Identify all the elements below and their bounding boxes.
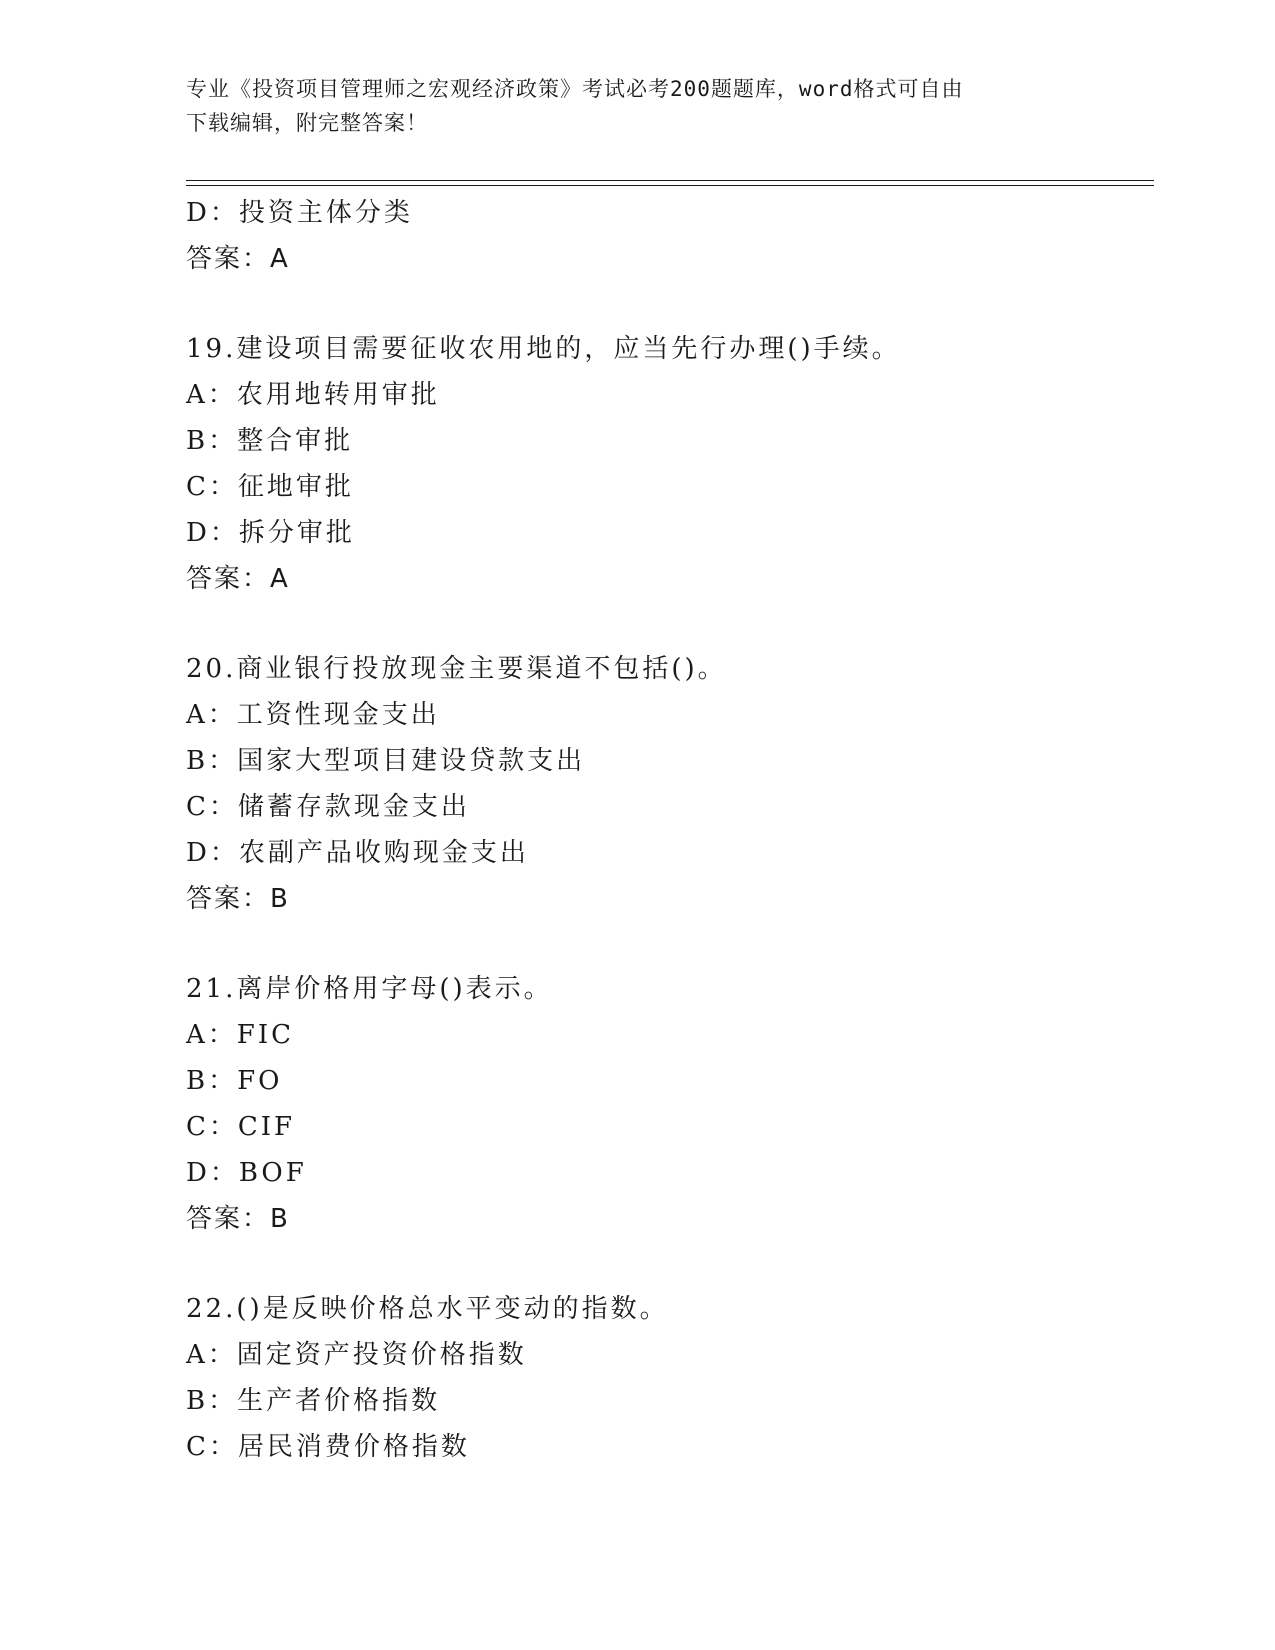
document-header	[186, 72, 1086, 140]
option-d: D：农副产品收购现金支出	[186, 838, 529, 868]
option-b: B：FO	[186, 1066, 283, 1096]
option-a: A：FIC	[186, 1020, 294, 1050]
answer-line: 答案：B	[186, 1204, 290, 1234]
option-d: D：BOF	[186, 1158, 307, 1188]
header-line-1: 专业《投资项目管理师之宏观经济政策》考试必考200题题库，word格式可自由	[186, 77, 964, 101]
option-d: D：拆分审批	[186, 518, 355, 548]
answer-line: 答案：A	[186, 244, 290, 274]
question-stem: 22.()是反映价格总水平变动的指数。	[186, 1294, 669, 1324]
header-rule-top	[186, 180, 1154, 181]
option-c: C：CIF	[186, 1112, 296, 1142]
question-fragment	[186, 190, 1154, 282]
option-c: C：居民消费价格指数	[186, 1432, 470, 1462]
option-c: C：储蓄存款现金支出	[186, 792, 470, 822]
header-line-2: 下载编辑，附完整答案！	[186, 111, 428, 135]
option-a: A：固定资产投资价格指数	[186, 1340, 527, 1370]
answer-line: 答案：B	[186, 884, 290, 914]
answer-line: 答案：A	[186, 564, 290, 594]
header-rule-bottom	[186, 185, 1154, 186]
question-21	[186, 966, 1154, 1242]
option-b: B：生产者价格指数	[186, 1386, 441, 1416]
option-a: A：农用地转用审批	[186, 380, 440, 410]
question-stem: 21.离岸价格用字母()表示。	[186, 974, 553, 1004]
question-stem: 19.建设项目需要征收农用地的，应当先行办理()手续。	[186, 334, 901, 364]
option-a: A：工资性现金支出	[186, 700, 440, 730]
option-c: C：征地审批	[186, 472, 354, 502]
question-list	[186, 190, 1154, 1470]
option-d: D：投资主体分类	[186, 198, 413, 228]
question-20	[186, 646, 1154, 922]
question-19	[186, 326, 1154, 602]
question-22	[186, 1286, 1154, 1470]
option-b: B：整合审批	[186, 426, 354, 456]
option-b: B：国家大型项目建设贷款支出	[186, 746, 586, 776]
question-stem: 20.商业银行投放现金主要渠道不包括()。	[186, 654, 727, 684]
